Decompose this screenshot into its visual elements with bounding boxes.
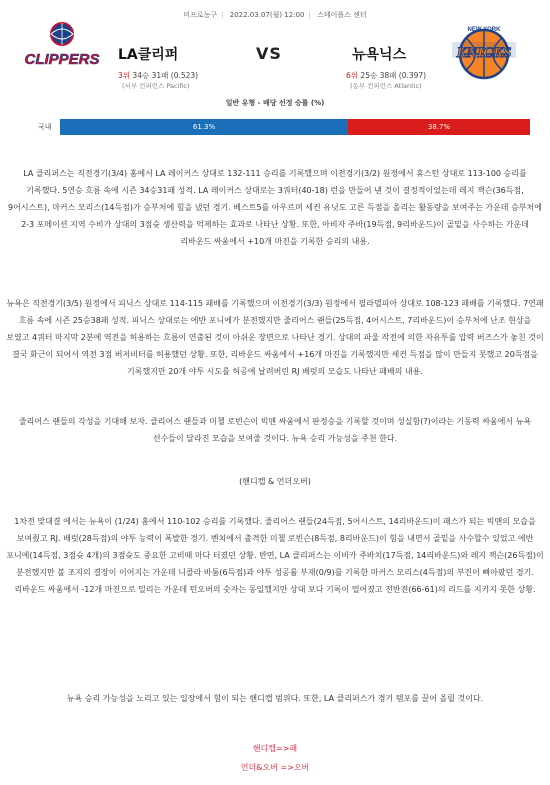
betting-label: 국내 — [38, 123, 52, 131]
away-pct-bar — [348, 119, 530, 135]
pick-handicap: 핸디캡=>패 — [252, 744, 298, 753]
away-conference: (동부 컨퍼런스 Atlantic) — [350, 82, 422, 90]
home-record — [118, 70, 198, 81]
away-team-name: 뉴욕닉스 — [352, 47, 407, 63]
home-pct-bar — [60, 119, 348, 135]
knicks-logo — [446, 22, 522, 82]
league-name: 미프로농구 — [183, 11, 218, 19]
pick-overunder: 언더&오버 =>오버 — [240, 763, 310, 772]
home-win-loss: 34승 31패 (0.523) — [132, 71, 199, 80]
vs-label: VS — [256, 44, 282, 63]
article-paragraph-h2h: 1차전 맞대결 에서는 뉴욕이 (1/24) 홈에서 110-102 승리를 기록했다. 줄리어스 랜들(24득점, 5어시스트, 14리바운드)이 패스가 되는 빅맨의 모습을 보여줬고 RJ. 배럿(28득점)의 야투 능력이 폭발한 경기. 벤치에서 출격한 미첼 로빈슨(8득점, 8리바운드)이 힘을 내면서 골밑을 사수할수 있었고 에반 포니에(14득점, 3점슛 4개)의 3점슛도 중요한 고비때 마다 터졌던 상황. 반면, LA 클리퍼스는 이비카 주바치(17득점, 14리바운드)와 레지 잭슨(26득점)이 분전했지만 볼 조지의 결장이 이어지는 가운데 니콜라 바툼(6득점)과 야투 성공률 부재(0/9)를 기록한 마커스 모리스(4득점)의 부진이 뼈아팠던 경기. 리바운드 싸움에서 -12개 마진으로 밀리는 가운데 턴오버의 숫자는 동일했지만 상대 보다 기록이 떨어졌고 전반전(66-61)의 리드를 지키지 못한 상황. — [6, 517, 544, 594]
clippers-logo — [24, 22, 100, 74]
home-rank: 3위 — [118, 71, 131, 80]
away-rank: 6위 — [346, 71, 359, 80]
betting-bar — [60, 119, 530, 135]
betting-row — [30, 119, 530, 135]
home-pct-label: 61.3% — [192, 123, 216, 131]
venue-name: 스테이플스 센터 — [317, 11, 367, 19]
article-paragraph-handicap: 뉴욕 승리 가능성을 노리고 있는 입장에서 힘이 되는 핸디캡 범위다. 또한, LA 클리퍼스가 경기 템포를 끌어 올릴 것이다. — [66, 694, 484, 703]
home-conference: (서부 컨퍼런스 Pacific) — [122, 82, 190, 90]
article-section-heading: (핸디캡 & 언더오버) — [239, 477, 311, 486]
match-datetime: 2022.03.07(월) 12:00 — [229, 11, 305, 19]
away-win-loss: 25승 38패 (0.397) — [360, 71, 427, 80]
article-paragraph-home: LA 클리퍼스는 직전경기(3/4) 홈에서 LA 레이커스 상대로 132-111 승리를 기록했으며 이전경기(3/2) 원정에서 휴스턴 상대로 113-100 승리를 기록했다. 5연승 흐름 속에 시즌 34승31패 성적. LA 레이커스 상대로는 3쿼터(40-18) 런을 만들어 낸 것이 결정적이었는데 레지 잭슨(36득점, 9어시스트), 마커스 모리스(14득점)가 승부처에 힘을 냈던 경기. 베스트5를 아우르며 세컨 유닛도 고른 득점을 올리는 활동량을 보여주는 가운데 승부처에 2-3 포메이션 지역 수비가 상대의 3점슛 생산력을 억제하는 효과로 나타난 상황. 또한, 아비자 주바(19득점, 9리바운드)이 골밑을 사수하는 가운데 리바운드 싸움에서 +10개 마진을 기록한 승리의 내용. — [8, 169, 542, 246]
match-meta: 미프로농구 | 2022.03.07(월) 12:00 | 스테이플스 센터 — [0, 10, 550, 20]
article-paragraph-away: 뉴욕은 직전경기(3/5) 원정에서 피닉스 상대로 114-115 패배를 기록했으며 이전경기(3/3) 원정에서 필라델피아 상대로 108-123 패배를 기록했다. 7연패 흐름 속에 시즌 25승38패 성적. 피닉스 상대로는 에반 포니에가 분전했지만 줄리어스 랜들(25득점, 4어시스트, 7리바운드)이 승부처에 난조 현상을 보였고 4쿼터 마지막 2분에 역전을 허용하는 흐름이 연출된 것이 아쉬운 장면으로 나타난 경기. 상대의 파울 작전에 의한 자유투를 압력 버즈스가 놓친 것이 결국 화근이 되어서 역전 3점 버저비터를 허용했던 상황. 또한, 리바운드 싸움에서 +16개 마진을 기록했지만 세컨 득점을 많이 만들지 못했고 20득점을 기록했지만 20개 야투 시도를 허공에 날려버린 RJ 배럿의 모습도 나타난 패배의 내용. — [6, 299, 544, 376]
knicks-logo-text: KNICKS — [456, 45, 512, 61]
knicks-logo-top: NEW YORK — [467, 27, 501, 33]
home-team-name: LA클리퍼 — [118, 47, 179, 63]
article-paragraph-prediction: 줄리어스 랜들의 각성을 기대해 보자. 클리어스 랜들과 미첼 로빈슨이 빅맨 싸움에서 판정승을 기록할 것이며 성실함(?)이라는 기동력 싸움에서 뉴욕 선수들이 달라진 모습을 보여줄 것이다. 뉴욕 승리 가능성을 주천 한다. — [18, 417, 532, 443]
away-pct-label: 38.7% — [427, 123, 451, 131]
clippers-logo-text: CLIPPERS — [24, 51, 100, 68]
betting-title: 일반 유형 - 배당 선정 승률 (%) — [225, 99, 325, 107]
away-record — [346, 70, 426, 81]
